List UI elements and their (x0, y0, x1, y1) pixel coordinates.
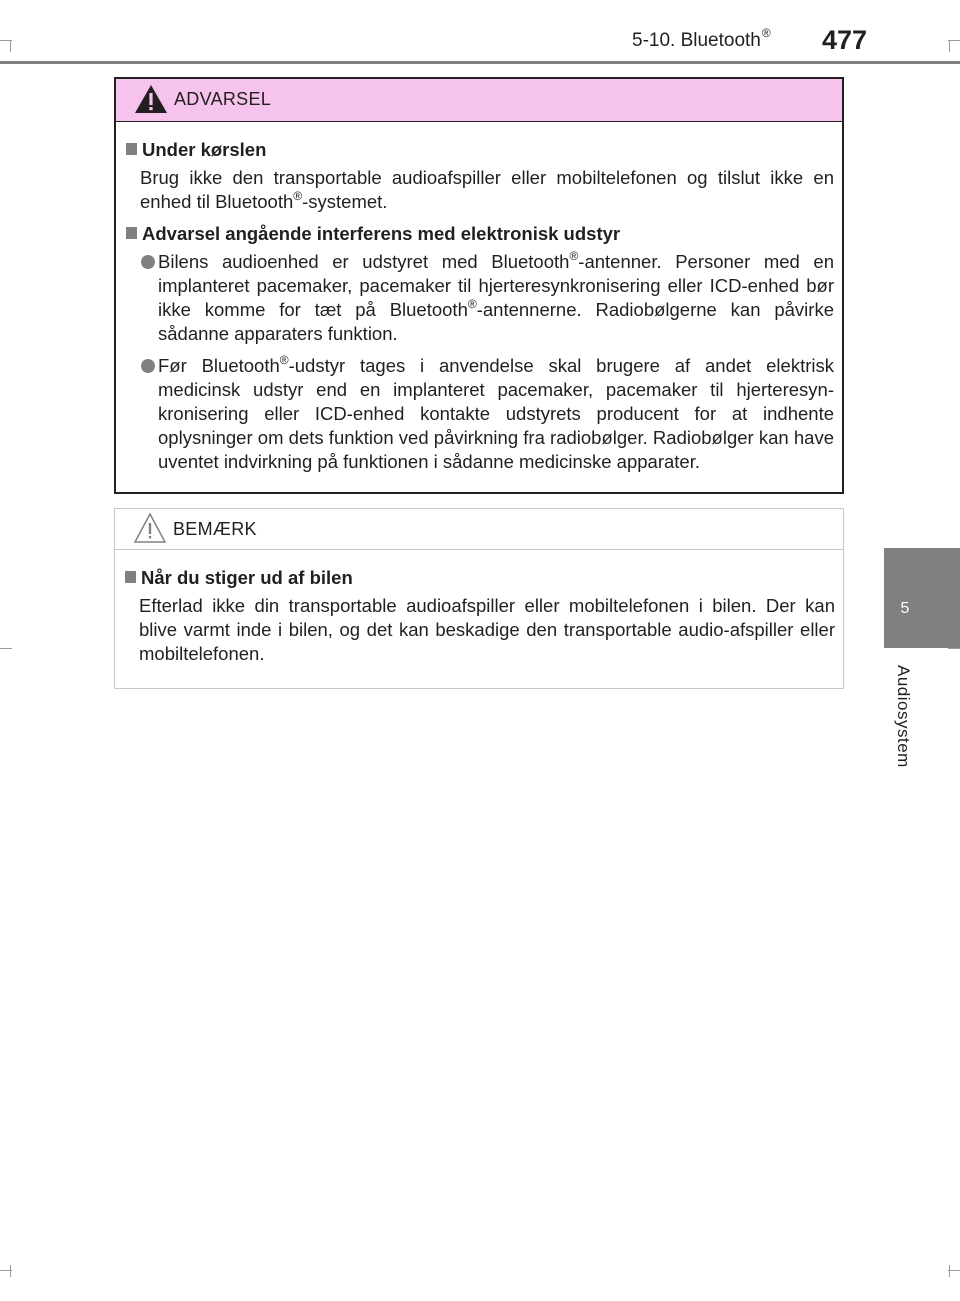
chapter-number: 5 (900, 600, 910, 617)
note-label: BEMÆRK (173, 519, 257, 539)
crop-mark (10, 40, 11, 52)
list-item: Bilens audioenhed er udstyret med Bluetooth®-antenner. Personer med en implanteret pacemaker, pacemaker til hjerteresynkronisering eller ICD-enhed bør ikke komme for tæt på Bluetooth®-antennerne. Radiobølgerne kan påvirke sådanne apparaters funktion. (126, 250, 834, 346)
section-title: 5-10. Bluetooth® (632, 26, 771, 51)
round-bullet-icon (141, 255, 155, 269)
warning-triangle-icon (134, 84, 168, 114)
warning-header (116, 79, 842, 122)
crop-mark (948, 648, 960, 649)
chapter-tab (884, 548, 960, 648)
chapter-label: Audiosystem (894, 665, 913, 768)
header-rule (0, 61, 960, 64)
section-heading: Når du stiger ud af bilen (125, 566, 835, 590)
square-bullet-icon (126, 227, 137, 239)
section-heading: Advarsel angående interferens med elektronisk udstyr (126, 222, 834, 246)
note-box (114, 508, 844, 689)
section-heading: Under kørslen (126, 138, 834, 162)
note-section (125, 566, 835, 666)
section-text: Brug ikke den transportable audioafspiller eller mobiltelefonen og tilslut ikke en enhed til Bluetooth®-systemet. (140, 167, 834, 212)
square-bullet-icon (125, 571, 136, 583)
list-item: Før Bluetooth®-udstyr tages i anvendelse skal brugere af andet elektrisk medicinsk udstyr end en implanteret pacemaker, pacemaker til hjerteresyn-kronisering eller ICD-enhed kontakte udstyrets producent for at indhente oplysninger om dets funktion ved påvirkning fra radiobølger. Radiobølger kan have uventet indvirkning på funktionen i sådanne medicinske apparater. (126, 354, 834, 474)
warning-section (126, 222, 834, 474)
note-header (115, 509, 843, 550)
crop-mark (949, 40, 950, 52)
warning-section (126, 138, 834, 214)
crop-mark (10, 1265, 11, 1277)
square-bullet-icon (126, 143, 137, 155)
caution-triangle-outline-icon (133, 512, 167, 544)
warning-label: ADVARSEL (174, 89, 272, 109)
section-text: Efterlad ikke din transportable audioafspiller eller mobiltelefonen i bilen. Der kan blive varmt inde i bilen, og det kan beskadige den transportable audio-afspiller eller mobiltelefonen. (139, 595, 835, 664)
warning-box (114, 77, 844, 494)
round-bullet-icon (141, 359, 155, 373)
page-number: 477 (822, 25, 868, 55)
crop-mark (0, 648, 12, 649)
crop-mark (949, 1265, 950, 1277)
